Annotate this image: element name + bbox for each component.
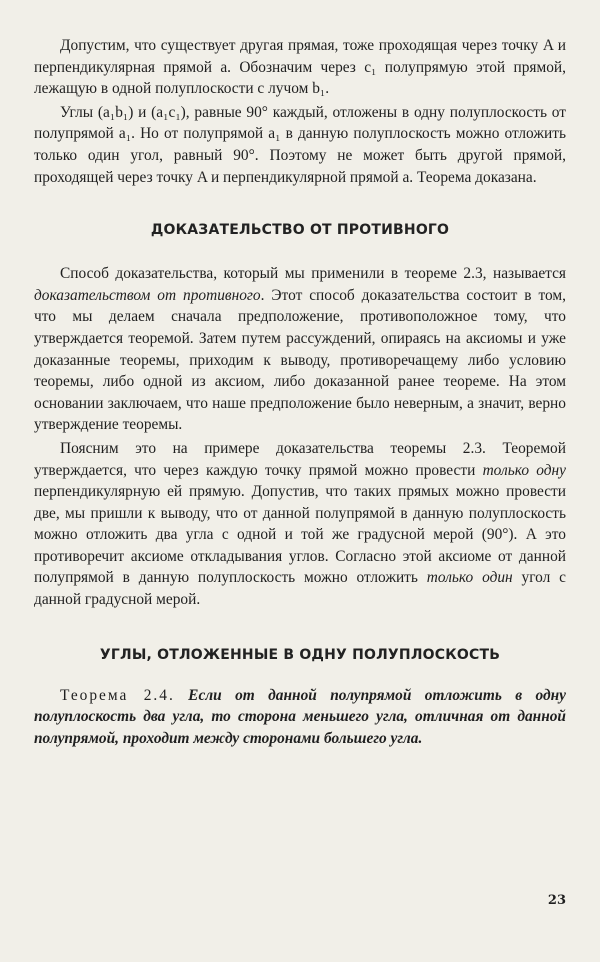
- page-number: 23: [547, 893, 566, 908]
- theorem-statement: Если от данной полупрямой отложить в одну полуплоскость два угла, то сторона меньшего угла, отличная от данной полупрямой, проходит между сторонами большего угла.: [34, 686, 566, 747]
- emphasis-term: доказательством от противного: [34, 286, 261, 304]
- section-heading-angles-half-plane: УГЛЫ, ОТЛОЖЕННЫЕ В ОДНУ ПОЛУПЛОСКОСТЬ: [99, 646, 501, 663]
- section-heading-proof-by-contradiction: ДОКАЗАТЕЛЬСТВО ОТ ПРОТИВНОГО: [150, 222, 450, 239]
- paragraph-method-description: [34, 263, 566, 436]
- emphasis-only-one: только одну: [482, 461, 566, 479]
- text-run: . Этот способ доказательства состоит в том, что мы делаем сначала предположение, противоположное тому, что утверждается теоремой. Затем путем рассуждений, опираясь на аксиомы и уже доказанные теоремы, приходим к выводу, противоречащему либо условию теоремы, либо одной из аксиом, либо доказанной ранее теореме. На этом основании заключаем, что наше предположение было неверным, а значит, верно утверждение теоремы.: [34, 286, 566, 434]
- paragraph-proof-continuation: Допустим, что существует другая прямая, тоже проходящая через точку A и перпендикулярная прямой a. Обозначим через c₁ полупрямую этой прямой, лежащую в одной полуплоскости с лучом b₁.: [34, 37, 566, 98]
- text-run: перпендикулярную ей прямую. Допустив, что таких прямых можно провести две, мы пришли к выводу, что от данной полупрямой в данную полуплоскость можно отложить два угла с одной и той же градусной мерой (90°). А это противоречит аксиоме откладывания углов. Согласно этой аксиоме от данной полупрямой в данную полуплоскость можно отложить: [34, 483, 566, 587]
- text-run: Поясним это на примере доказательства теоремы 2.3. Теоремой утверждается, что через каждую точку прямой можно провести: [34, 439, 566, 479]
- paragraph-proof-conclusion: Углы (a₁b₁) и (a₁c₁), равные 90° каждый, отложены в одну полуплоскость от полупрямой a₁. Но от полупрямой a₁ в данную полуплоскость можно отложить только один угол, равный 90°. Поэтому не может быть другой прямой, проходящей через точку A и перпендикулярной прямой a. Теорема доказана.: [34, 103, 566, 186]
- theorem-label: Теорема 2.4.: [60, 686, 175, 704]
- text-run: угол с данной градусной мерой.: [34, 569, 567, 609]
- emphasis-only-one-angle: только один: [426, 569, 513, 587]
- theorem-2-4: [34, 685, 566, 750]
- paragraph-example: [34, 438, 566, 611]
- text-run: Способ доказательства, который мы применили в теореме 2.3, называется: [60, 265, 566, 283]
